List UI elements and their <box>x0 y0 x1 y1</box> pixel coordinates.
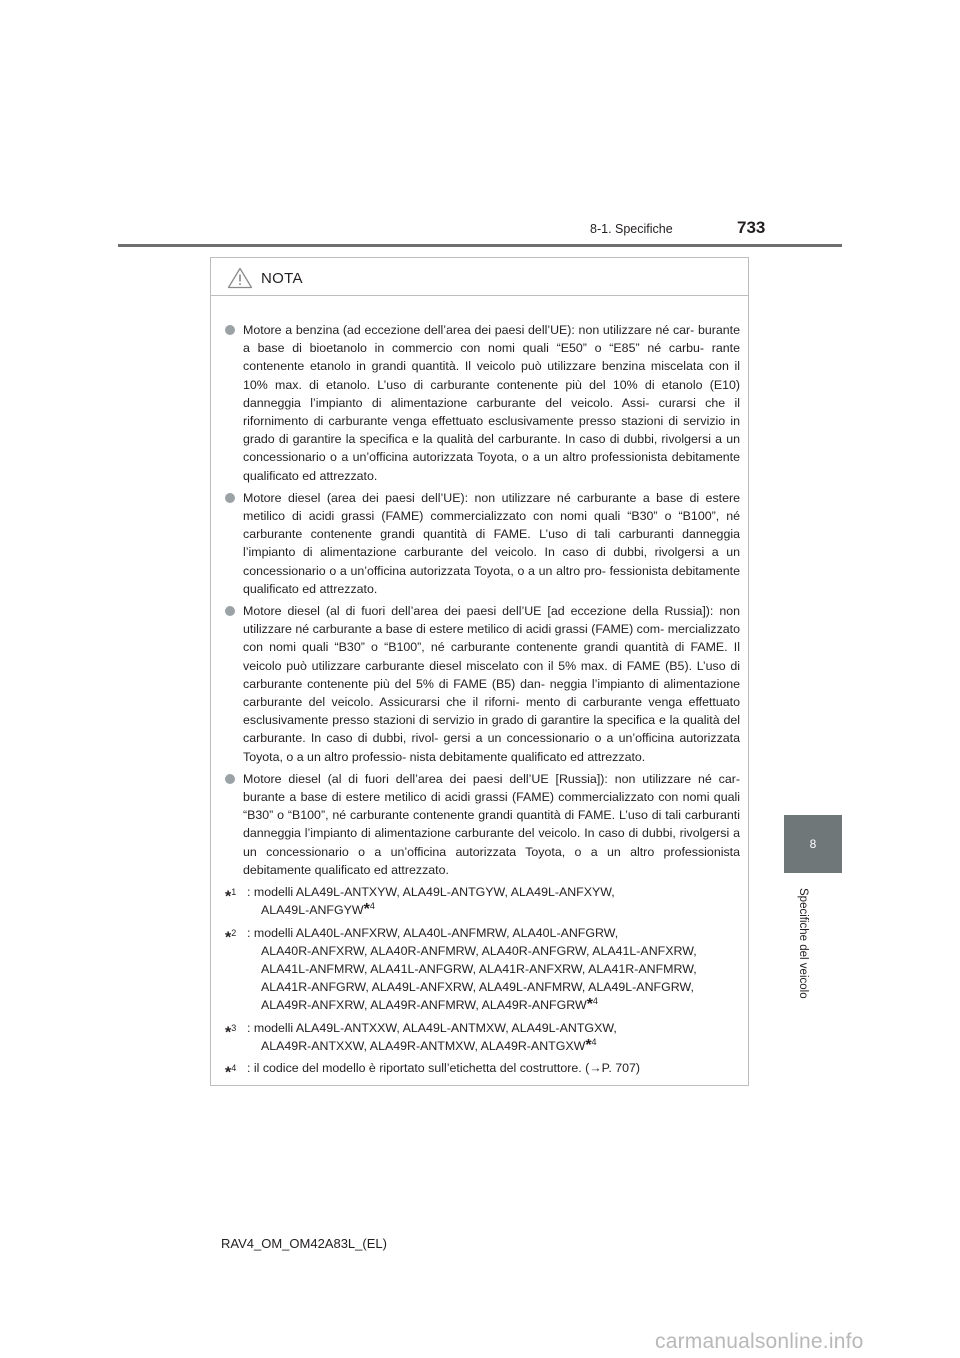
footnote-ref[interactable]: * <box>586 996 593 1014</box>
bullet-dot-icon <box>225 493 235 503</box>
note-bullet <box>225 770 740 879</box>
footnote-line: : modelli ALA49L-ANTXYW, ALA49L-ANTGYW, ALA49L-ANFXYW, <box>247 885 615 900</box>
section-title: 8-1. Specifiche <box>590 222 673 236</box>
watermark: carmanualsonline.info <box>655 1330 864 1353</box>
note-bullet <box>225 489 740 598</box>
footnote-line: ALA40R-ANFXRW, ALA40R-ANFMRW, ALA40R-ANFGRW, ALA41L-ANFXRW, <box>261 943 697 958</box>
footnotes <box>225 883 740 1082</box>
chapter-tab[interactable] <box>784 815 842 873</box>
footnote-line: ALA49R-ANTXXW, ALA49R-ANTMXW, ALA49R-ANTGXW*$^4$ <box>261 1036 597 1054</box>
document-code: RAV4_OM_OM42A83L_(EL) <box>221 1236 387 1251</box>
note-box <box>210 257 749 1086</box>
chapter-number: 8 <box>809 837 817 851</box>
footnote-ref[interactable]: * <box>363 901 370 919</box>
note-bullet <box>225 602 740 766</box>
footnote-marker: *$^4$ <box>225 1062 237 1082</box>
bullet-dot-icon <box>225 325 235 335</box>
footnote-line: ALA41L-ANFMRW, ALA41L-ANFGRW, ALA41R-ANFXRW, ALA41R-ANFMRW, <box>261 961 697 976</box>
footnote-line: ALA41R-ANFGRW, ALA49L-ANFXRW, ALA49L-ANFMRW, ALA49L-ANFGRW, <box>261 980 694 995</box>
note-bullet-text: Motore diesel (al di fuori dell’area dei paesi dell’UE [ad eccezione della Russia]): non utilizzare né carburante a base di estere metilico di acidi grassi (FAME) com- mercializzato con nomi quali “B30” o “B100”, né carburante contenente grandi quantità di FAME. Il veicolo può utilizzare carburante diesel miscelato con il 5% max. di FAME (B5). L’uso di carburante contenente più del 5% di FAME (B5) dan- neggia l’impianto di alimentazione carburante del veicolo. Assicurarsi che il riforni- mento di carburante venga effettuato esclusivamente presso stazioni di servizio in grado di garantire la specifica e la qualità del carburante. In caso di dubbi, rivol- gersi a un concessionario o a un’officina autorizzata Toyota, o a un altro professio- nista debitamente qualificato ed attrezzato. <box>243 604 740 764</box>
note-body <box>225 321 740 1081</box>
note-title: NOTA <box>261 269 303 287</box>
note-bullet-text: Motore diesel (area dei paesi dell’UE): non utilizzare né carburante a base di estere metilico di acidi grassi (FAME) commercializzato con nomi quali “B30” o “B100”, né carburante contenente grandi quantità di FAME. L’uso di tali carburanti danneggia l’impianto di alimentazione carburante del veicolo. In caso di dubbi, rivolgersi a un concessionario o a un’officina autorizzata Toyota, o a un altro pro- fessionista debitamente qualificato ed attrezzato. <box>243 490 740 596</box>
bullet-dot-icon <box>225 606 235 616</box>
footnote-marker: *$^3$ <box>225 1022 237 1041</box>
note-bullet-text: Motore a benzina (ad eccezione dell’area dei paesi dell’UE): non utilizzare né car- burante a base di bioetanolo in commercio con nomi quali “E50” o “E85” né carbu- rante contenente etanolo in grandi quantità. Il veicolo può utilizzare benzina miscelata con il 10% max. di etanolo. L’uso di carburante contenente più del 10% di etanolo (E10) danneggia l’impianto di alimentazione carburante del veicolo. Assi- curarsi che il rifornimento di carburante venga effettuato esclusivamente presso stazioni di servizio in grado di garantire la specifica e la qualità del carburante. In caso di dubbi, rivolgersi a un concessionario o a un’officina autorizzata Toyota, o a un altro professionista debitamente qualificato ed attrezzato. <box>243 323 740 483</box>
footnote-line: : modelli ALA40L-ANFXRW, ALA40L-ANFMRW, ALA40L-ANFGRW, <box>247 925 619 940</box>
footnote-line: : il codice del modello è riportato sull’etichetta del costruttore. (→P. 707) <box>247 1060 641 1075</box>
footnote-2 <box>225 924 740 1015</box>
note-header <box>227 264 303 292</box>
note-divider <box>211 295 748 296</box>
header-rule <box>118 244 842 247</box>
footnote-line: ALA49R-ANFXRW, ALA49R-ANFMRW, ALA49R-ANFGRW*$^4$ <box>261 996 598 1014</box>
footnote-4 <box>225 1059 740 1082</box>
footnote-line: ALA49L-ANFGYW*$^4$ <box>261 901 375 919</box>
footnote-marker: *$^2$ <box>225 927 237 946</box>
note-bullet <box>225 321 740 485</box>
bullet-dot-icon <box>225 774 235 784</box>
warning-triangle-icon <box>227 267 253 289</box>
note-bullet-text: Motore diesel (al di fuori dell’area dei paesi dell’UE [Russia]): non utilizzare né car- burante a base di estere metilico di acidi grassi (FAME) commercializzato con nomi quali “B30” o “B100”, né carburante contenente grandi quantità di FAME. L’uso di tali carburanti danneggia l’impianto di alimentazione carburante del veicolo. In caso di dubbi, rivolgersi a un concessionario o a un’officina autorizzata Toyota, o a un altro professionista debitamente qualificato ed attrezzato. <box>243 771 740 877</box>
footnote-1 <box>225 883 740 919</box>
footnote-3 <box>225 1019 740 1055</box>
chapter-label: Specifiche del veicolo <box>797 888 809 999</box>
footnote-ref[interactable]: * <box>585 1036 592 1054</box>
footnote-marker: *$^1$ <box>225 887 237 906</box>
footnote-line: : modelli ALA49L-ANTXXW, ALA49L-ANTMXW, ALA49L-ANTGXW, <box>247 1020 617 1035</box>
page-number: 733 <box>737 218 766 237</box>
